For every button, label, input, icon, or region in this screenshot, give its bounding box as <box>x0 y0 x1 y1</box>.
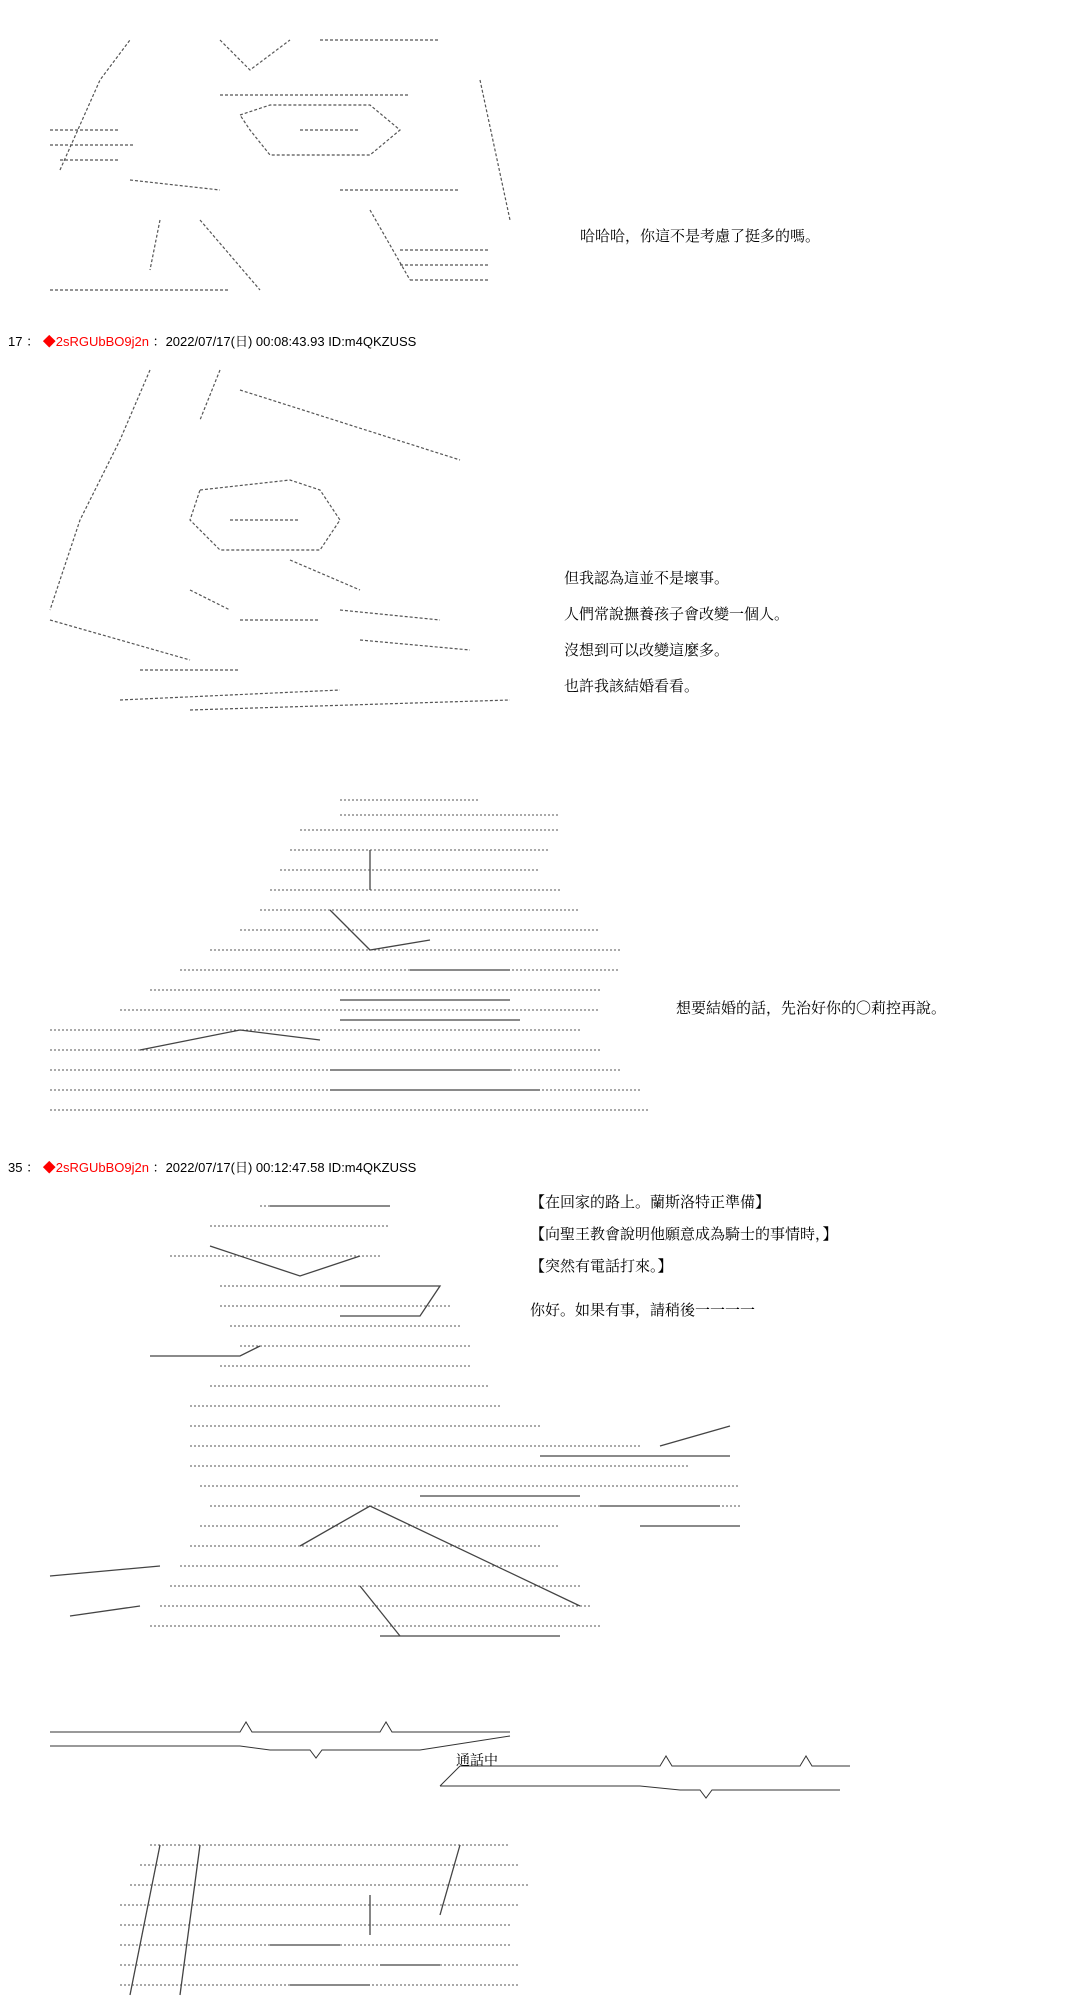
ascii-art-drawing-2 <box>40 360 520 730</box>
post-header-17 <box>8 334 416 350</box>
dialogue-line: 哈哈哈，你這不是考慮了挺多的嗎。 <box>580 227 821 245</box>
dialogue-line: 【向聖王教會說明他願意成為騎士的事情時，】 <box>530 1225 838 1243</box>
post-trip[interactable]: ◆2sRGUbBO9j2n <box>42 334 149 349</box>
dialogue-line: 但我認為這並不是壞事。 <box>564 569 730 587</box>
dialogue-line: 【突然有電話打來。】 <box>530 1257 673 1275</box>
post-separator: ： <box>26 1160 40 1175</box>
post-trip[interactable]: ◆2sRGUbBO9j2n <box>42 1160 149 1175</box>
post-date: ：2022/07/17(日) 00:12:47.58 ID:m4QKZUSS <box>152 1160 417 1175</box>
dialogue-stack-panel-4 <box>530 1192 838 1336</box>
ascii-art-panel-3 <box>40 780 660 1130</box>
ascii-art-drawing-5 <box>40 1835 540 2000</box>
dialogue-line: 也許我該結婚看看。 <box>564 677 700 695</box>
post-number: 35 <box>8 1160 23 1175</box>
dialogue-stack-panel-2 <box>564 568 789 712</box>
post-number: 17 <box>8 334 23 349</box>
post-separator: ： <box>26 334 40 349</box>
ascii-art-panel-2 <box>40 360 520 730</box>
dialogue-line: 沒想到可以改變這麼多。 <box>564 641 730 659</box>
ascii-art-drawing-1 <box>40 20 520 305</box>
dialogue-line: 人們常說撫養孩子會改變一個人。 <box>564 605 790 623</box>
ascii-art-panel-1 <box>40 20 520 305</box>
call-bubble-drawing <box>40 1720 860 1810</box>
dialogue-line: 【在回家的路上。蘭斯洛特正準備】 <box>530 1193 771 1211</box>
call-bubble-lines <box>40 1720 860 1810</box>
post-header-35 <box>8 1160 416 1176</box>
ascii-art-drawing-3 <box>40 780 660 1130</box>
post-date: ：2022/07/17(日) 00:08:43.93 ID:m4QKZUSS <box>152 334 417 349</box>
call-status-label: 通話中 <box>456 1753 498 1769</box>
dialogue-line: 你好。如果有事，請稍後一一一一 <box>530 1301 756 1319</box>
dialogue-line: 想要結婚的話，先治好你的〇莉控再說。 <box>676 999 947 1017</box>
ascii-art-panel-5 <box>40 1835 540 2000</box>
